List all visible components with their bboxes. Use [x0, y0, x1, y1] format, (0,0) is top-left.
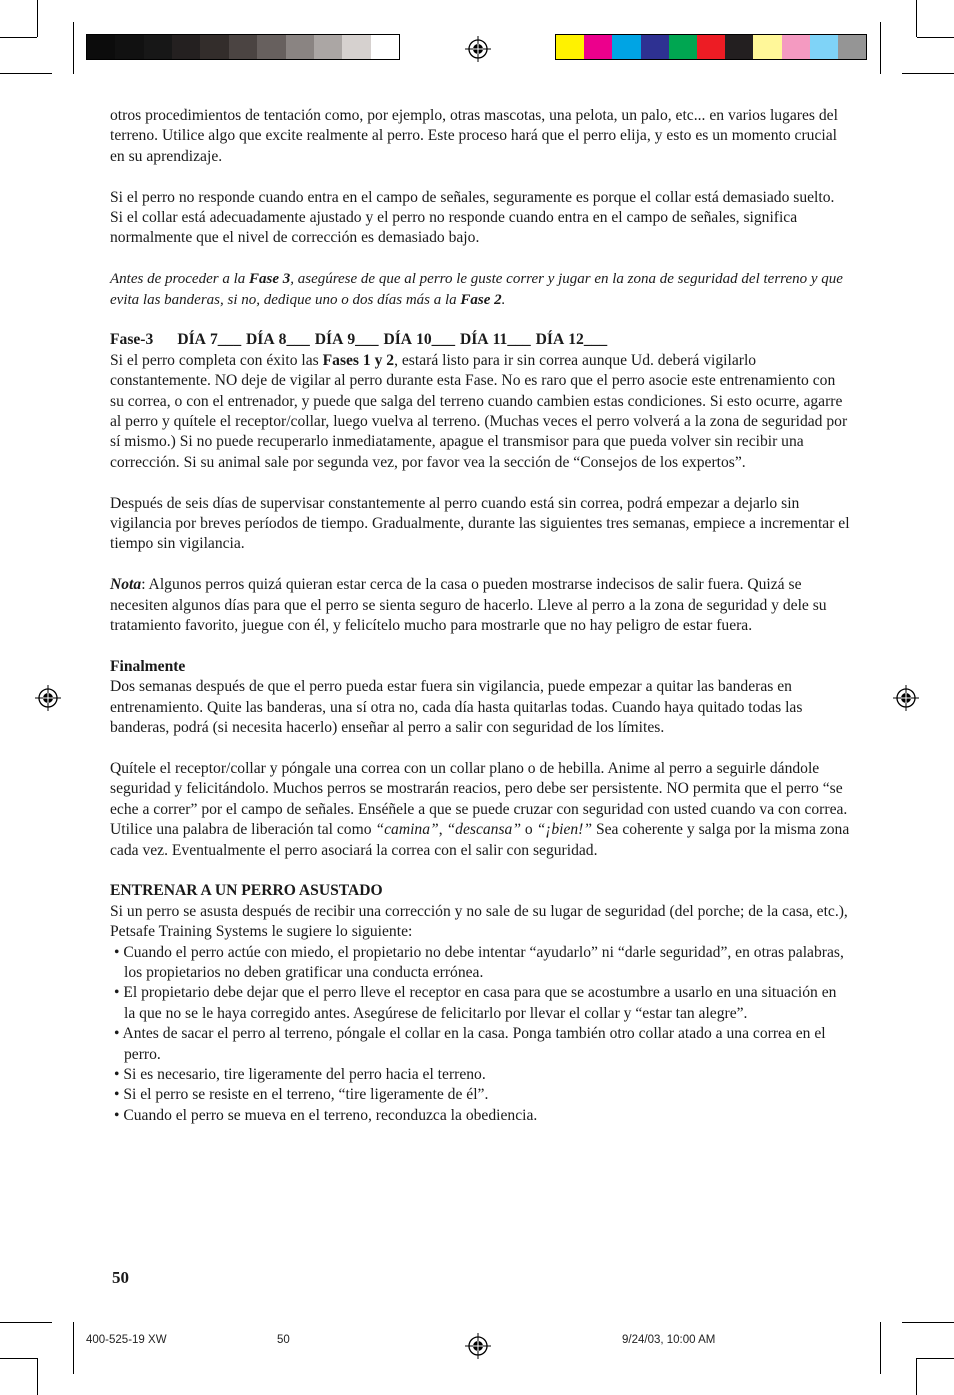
- crop-mark: [37, 1358, 38, 1395]
- text-span: , estará listo para ir sin correa aunque Ud. deberá vigilarlo constantemente. NO deje de vigilar al perro durante esta Fase. No es raro que el perro asocie este entrenamiento con su correa, o con el entrenador, y puede que salga del terreno cuando cambien estas condiciones. Si esto ocurre, agarre al perro y quítele el receptor/collar, luego vuelva al terreno. (Muchas veces el perro volverá a la zona de seguridad por sí mismo.) Si no puede recuperarlo inmediatamente, apague el transmisor para que pueda volver sin recibir una corrección. Si su animal sale por segunda vez, por favor vea la sección de “Consejos de los expertos”.: [110, 351, 848, 471]
- crop-mark: [880, 1322, 881, 1374]
- text-span: Si el perro completa con éxito las: [110, 351, 323, 369]
- registration-mark-icon: [465, 36, 491, 62]
- paragraph: Después de seis días de supervisar constantemente al perro cuando está sin correa, podrá empezar a dejarlo sin vigilancia por breves períodos de tiempo. Gradualmente, durante las siguientes tres semanas, empiece a incrementar el tiempo sin vigilancia.: [110, 494, 850, 553]
- color-swatch: [753, 35, 781, 59]
- note-paragraph: [110, 575, 850, 636]
- crop-mark: [73, 1322, 74, 1374]
- paragraph: [110, 351, 850, 473]
- crop-mark: [37, 0, 38, 37]
- release-word: “camina”: [375, 821, 439, 839]
- crop-mark: [916, 0, 917, 37]
- color-swatch: [229, 35, 257, 59]
- slug-date: 9/24/03, 10:00 AM: [622, 1334, 716, 1346]
- color-swatch: [342, 35, 370, 59]
- phase-days: DÍA 7___ DÍA 8___ DÍA 9___ DÍA 10___ DÍA 11___ DÍA 12___: [177, 331, 608, 349]
- registration-mark-icon: [893, 685, 919, 711]
- phase-ref: Fases 1 y 2: [322, 351, 395, 369]
- registration-mark-icon: [35, 685, 61, 711]
- phase3-note: [110, 269, 850, 310]
- color-swatch: [286, 35, 314, 59]
- crop-mark: [917, 1358, 954, 1359]
- text-span: ,: [438, 821, 447, 839]
- crop-mark: [73, 22, 74, 74]
- slug-page: 50: [277, 1334, 290, 1346]
- paragraph: Si un perro se asusta después de recibir una corrección y no sale de su lugar de seguridad (del porche; de la casa, etc.), Petsafe Training Systems le sugiere lo siguiente:: [110, 902, 848, 941]
- color-swatch: [584, 35, 612, 59]
- grayscale-bar: [86, 34, 400, 60]
- paragraph: Dos semanas después de que el perro pueda estar fuera sin vigilancia, puede empezar a quitar las banderas en entrenamiento. Quite las banderas, una sí otra no, cada día hasta quitarlas todas. Cuando haya quitado todas las banderas, podrá (si necesita hacerlo) enseñar al perro a salir con seguridad de los límites.: [110, 678, 803, 737]
- crop-mark: [0, 1322, 52, 1323]
- crop-mark: [0, 73, 52, 74]
- paragraph: Si el perro no responde cuando entra en el campo de señales, seguramente es porque el collar está demasiado suelto. Si el collar está adecuadamente ajustado y el perro no responde cuando entra en el campo de señales, significa normalmente que el nivel de corrección es demasiado bajo.: [110, 188, 835, 247]
- color-swatch: [810, 35, 838, 59]
- text-span: o: [521, 821, 537, 839]
- color-swatch: [257, 35, 285, 59]
- list-item: • Cuando el perro actúe con miedo, el propietario no debe intentar “ayudarlo” ni “darle seguridad”, en otras palabras, los propietarios no deben gratificar una conducta errónea.: [114, 943, 844, 981]
- paragraph: otros procedimientos de tentación como, por ejemplo, otras mascotas, una pelota, un palo, etc... en varios lugares del terreno. Utilice algo que excite realmente al perro. Este proceso hará que el perro elija, y esto es un momento crucial en su aprendizaje.: [110, 107, 838, 165]
- color-swatch: [669, 35, 697, 59]
- page-body: [110, 106, 850, 1126]
- color-swatch: [87, 35, 115, 59]
- text-span: Quítele el receptor/collar y póngale una correa con un collar plano o de hebilla. Anime al perro a seguirle dándole seguridad y felicitándolo. Muchos perros se mostrarán reacios, pero debe ser persistente. NO permita que el perro “se eche a correr” por el campo de señales. Enséñele a que se puede cruzar con seguridad con usted cuando va con correa. Utilice una palabra de liberación tal como: [110, 759, 848, 839]
- color-swatch: [115, 35, 143, 59]
- phase-heading: [110, 330, 850, 350]
- color-swatch: [144, 35, 172, 59]
- section-heading: ENTRENAR A UN PERRO ASUSTADO: [110, 882, 383, 900]
- phase-ref: Fase 3: [249, 271, 291, 288]
- color-bar: [555, 34, 867, 60]
- release-word: “¡bien!”: [536, 821, 593, 839]
- phase-title: Fase-3: [110, 331, 154, 349]
- text-span: Sea coherente y salga por la misma zona cada vez. Eventualmente el perro asociará la correa con el salir con seguridad.: [110, 821, 850, 859]
- color-swatch: [556, 35, 584, 59]
- list-item: • El propietario debe dejar que el perro lleve el receptor en casa para que se acostumbre a usarlo en una situación en la que no se le haya corregido antes. Asegúrese de felicitarlo por llevar el collar y “estar tan alegre”.: [114, 984, 837, 1022]
- color-swatch: [612, 35, 640, 59]
- color-swatch: [725, 35, 753, 59]
- list-item: • Cuando el perro se mueva en el terreno, reconduzca la obediencia.: [114, 1106, 538, 1124]
- text-span: .: [501, 291, 506, 308]
- list-item: • Si el perro se resiste en el terreno, “tire ligeramente de él”.: [114, 1086, 489, 1104]
- crop-mark: [880, 22, 881, 74]
- crop-mark: [0, 1358, 37, 1359]
- color-swatch: [641, 35, 669, 59]
- paragraph: [110, 759, 850, 861]
- list-item: • Antes de sacar el perro al terreno, póngale el collar en la casa. Ponga también otro collar atado a una correa en el perro.: [114, 1025, 826, 1063]
- color-swatch: [314, 35, 342, 59]
- text-span: , asegúrese de que al perro le guste correr y jugar en la zona de seguridad del terreno y que evita las banderas, si no, dedique uno o dos días más a la: [110, 271, 843, 308]
- text-span: : Algunos perros quizá quieran estar cerca de la casa o pueden mostrarse indecisos de salir fuera. Quizá se necesiten algunos días para que el perro se sienta seguro de hacerlo. Lleve al perro a la zona de seguridad y dele su tratamiento favorito, juegue con él, y felicítelo mucho para mostrarle que no hay peligro de estar fuera.: [110, 576, 827, 635]
- page-number: 50: [112, 1268, 129, 1287]
- section-heading: Finalmente: [110, 657, 186, 675]
- crop-mark: [902, 73, 954, 74]
- color-swatch: [200, 35, 228, 59]
- color-swatch: [838, 35, 866, 59]
- color-swatch: [371, 35, 399, 59]
- phase-ref: Fase 2: [460, 291, 502, 308]
- list-item: • Si es necesario, tire ligeramente del perro hacia el terreno.: [114, 1065, 486, 1083]
- note-label: Nota: [110, 576, 142, 594]
- release-word: “descansa”: [446, 821, 521, 839]
- color-swatch: [697, 35, 725, 59]
- slug-job: 400-525-19 XW: [86, 1334, 167, 1346]
- crop-mark: [0, 37, 37, 38]
- crop-mark: [916, 1358, 917, 1395]
- color-swatch: [172, 35, 200, 59]
- crop-mark: [917, 37, 954, 38]
- crop-mark: [902, 1322, 954, 1323]
- registration-mark-icon: [465, 1333, 491, 1359]
- color-swatch: [782, 35, 810, 59]
- text-span: Antes de proceder a la: [110, 271, 249, 288]
